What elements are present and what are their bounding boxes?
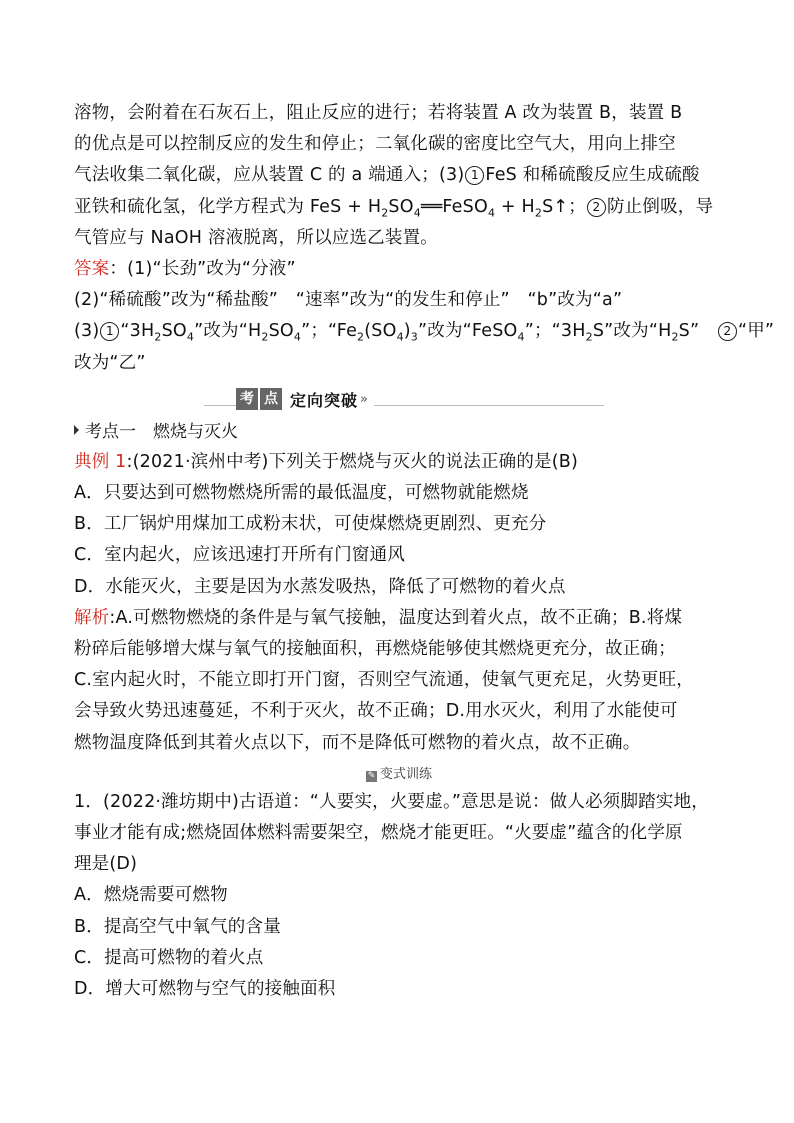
analysis-line-4: 会导致火势迅速蔓延，不利于灭火，故不正确；D.用水灭火，利用了水能使可 [74,701,678,722]
banner-tag-kao: 考 [236,388,258,410]
section-banner [74,385,724,415]
variant-heading: ✎ 变式训练 [367,766,432,782]
intro-line-1: 溶物，会附着在石灰石上，阻止反应的进行；若将装置 A 改为装置 B，装置 B [74,103,683,123]
double-chevron-icon: » [360,391,368,407]
banner-tags [236,388,374,411]
answer-line-1: 答案：(1)“长劲”改为“分液” [74,259,296,280]
circled-number-icon: 1 [465,166,484,185]
variant-q1-line-3: 理是(D) [74,854,138,875]
banner-title: 定向突破 [290,390,359,410]
answer-line-4: 改为“乙” [74,352,146,373]
circled-number-icon: 2 [718,322,737,341]
flag-icon [74,425,79,435]
circled-number-icon: 2 [587,198,606,217]
example-option-c: C．室内起火，应该迅速打开所有门窗通风 [74,545,406,566]
answer-label: 答案 [74,259,110,280]
banner-tag-dian: 点 [260,388,282,410]
analysis-line-5: 燃物温度降低到其着火点以下，而不是降低可燃物的着火点，故不正确。 [74,732,641,753]
variant-option-a: A．燃烧需要可燃物 [74,885,228,906]
analysis-line-1: 解析:A.可燃物燃烧的条件是与氧气接触，温度达到着火点，故不正确；B.将煤 [74,607,683,628]
example-option-a: A．只要达到可燃物燃烧所需的最低温度，可燃物就能燃烧 [74,483,529,504]
variant-q1-line-2: 事业才能有成;燃烧固体燃料需要架空，燃烧才能更旺。“火要虚”蕴含的化学原 [74,823,683,844]
example-label: 典例 1 [74,451,127,472]
circled-number-icon: 1 [100,322,119,341]
example-option-b: B．工厂锅炉用煤加工成粉末状，可使煤燃烧更剧烈、更充分 [74,514,547,535]
intro-line-3: 气法收集二氧化碳，应从装置 C 的 a 端通入；(3) 1 FeS 和稀硫酸反应生成硫酸 [74,165,700,186]
answer-line-3: (3) 1 “$3H_2SO_4$”改为“$H_2SO_4$”；“$Fe_2(SO_4)_3$”改为“FeSO$_4$”；“$3H_2S$”改为“$H_2S$” 2 “甲” [74,321,775,344]
variant-option-c: C．提高可燃物的着火点 [74,947,264,968]
analysis-line-3: C.室内起火时，不能立即打开门窗，否则空气流通，使氧气更充足，火势更旺， [74,670,694,691]
example-stem: 典例 1:(2021·滨州中考)下列关于燃烧与灭火的说法正确的是(B) [74,451,579,472]
answer-block [74,254,775,379]
pencil-icon: ✎ [367,770,376,781]
page-content [74,98,775,1005]
variant-option-b: B．提高空气中氧气的含量 [74,916,281,937]
example-option-d: D．水能灭火，主要是因为水蒸发吸热，降低了可燃物的着火点 [74,576,566,597]
intro-line-5: 气管应与 NaOH 溶液脱离，所以应选乙装置。 [74,227,438,248]
intro-line-2: 的优点是可以控制反应的发生和停止；二氧化碳的密度比空气大，用向上排空 [74,134,676,155]
analysis-label: 解析 [74,607,110,628]
analysis-line-2: 粉碎后能够增大煤与氧气的接触面积，再燃烧能够使其燃烧更充分，故正确； [74,639,676,660]
answer-line-2: (2)“稀硫酸”改为“稀盐酸” “速率”改为“的发生和停止” “b”改为“a” [74,290,623,311]
variant-q1-line-1: 1．(2022·潍坊期中)古语道：“人要实，火要虚。”意思是说：做人必须脚踏实地， [74,791,709,812]
variant-option-d: D．增大可燃物与空气的接触面积 [74,979,336,1000]
kaodian-heading: 考点一 燃烧与灭火 [74,417,724,447]
intro-line-4: 亚铁和硫化氢，化学方程式为 FeS + $H_2SO_4══FeSO_4$ + $H_2S↑$； 2 防止倒吸，导 [74,196,714,220]
